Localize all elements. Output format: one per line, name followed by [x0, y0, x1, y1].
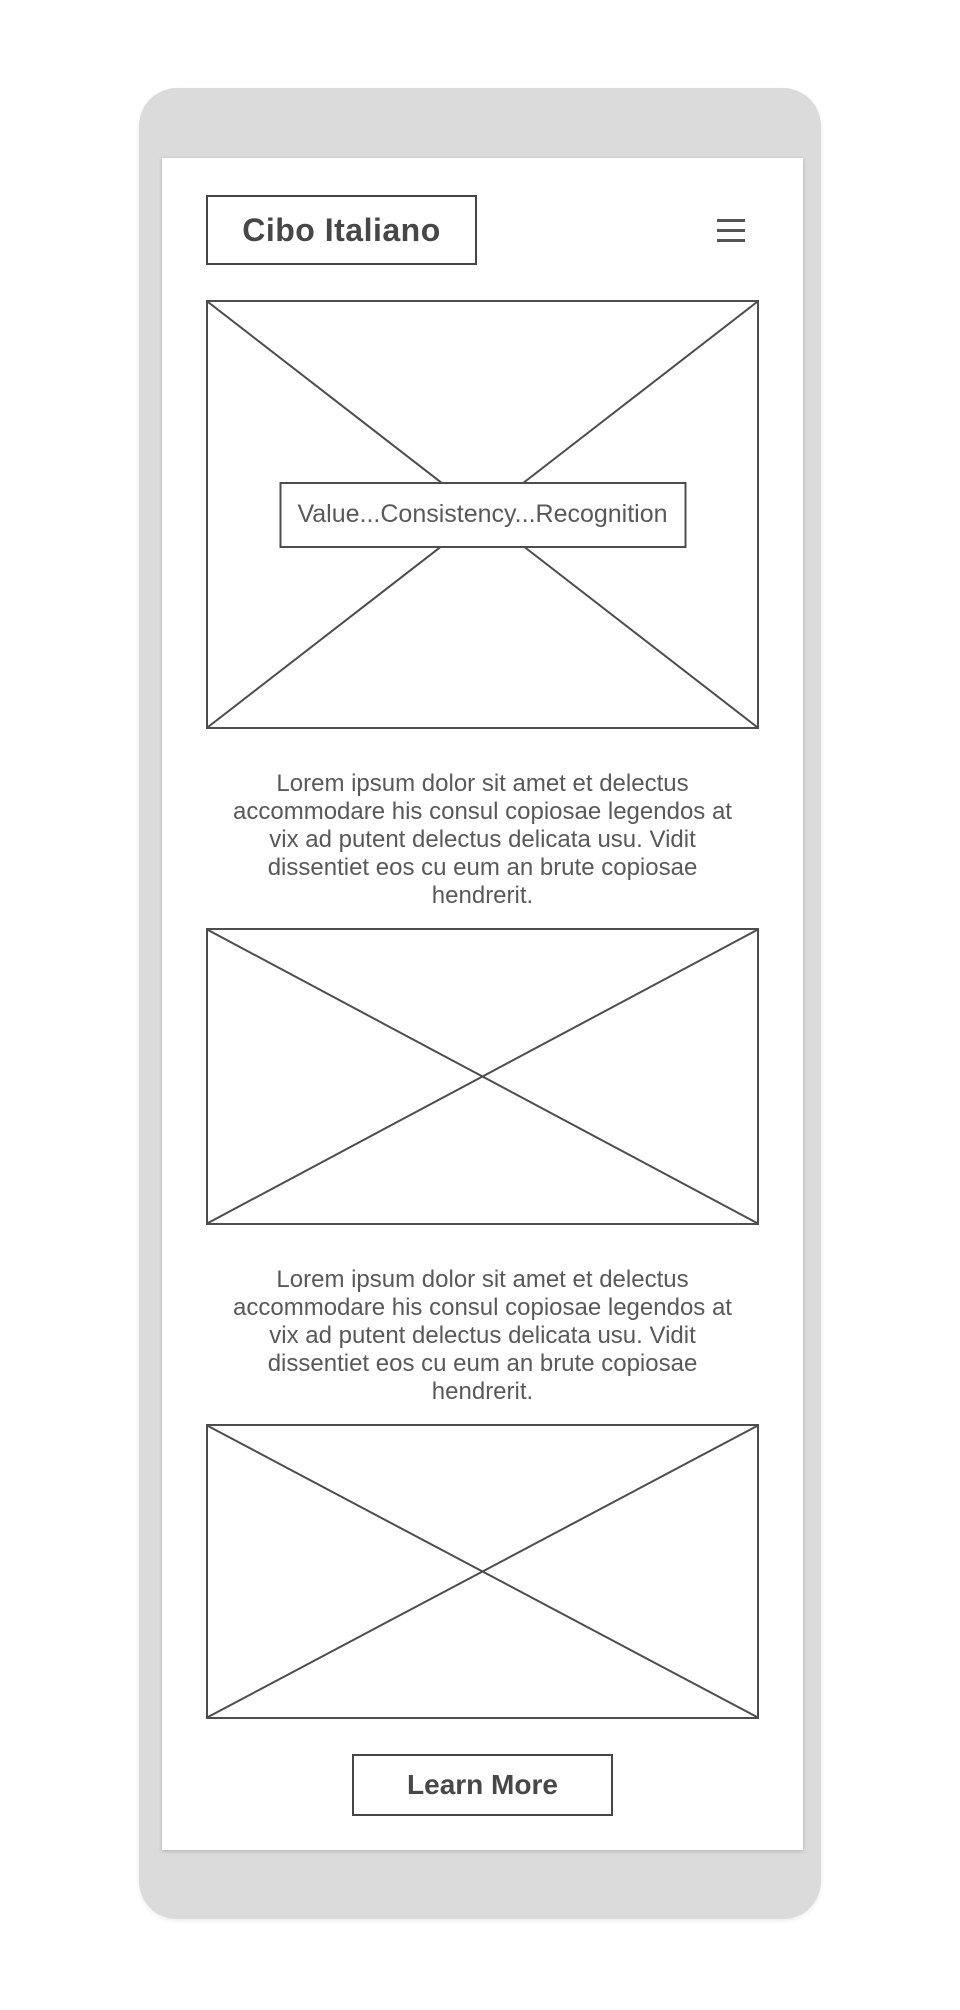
hero-overlay-box: [279, 482, 686, 548]
hamburger-bar: [717, 219, 745, 222]
phone-screen: [162, 158, 803, 1850]
hamburger-bar: [717, 229, 745, 232]
hero-overlay-text: Value...Consistency...Recognition: [297, 500, 668, 528]
phone-frame: [139, 88, 821, 1919]
paragraph-1: Lorem ipsum dolor sit amet et delectus accommodare his consul copiosae legendos at vix ad putent delectus delicata usu. Vidit dissentiet eos cu eum an brute copiosae hendrerit.: [233, 770, 732, 909]
image-placeholder-2: [206, 928, 759, 1225]
paragraph-2: Lorem ipsum dolor sit amet et delectus accommodare his consul copiosae legendos at vix ad putent delectus delicata usu. Vidit dissentiet eos cu eum an brute copiosae hendrerit.: [233, 1266, 732, 1405]
header: [206, 195, 759, 265]
logo-box[interactable]: [206, 195, 477, 265]
image-x-icon: [208, 930, 757, 1223]
hamburger-bar: [717, 239, 745, 242]
image-x-icon: [208, 1426, 757, 1717]
hero-image-placeholder: [206, 300, 759, 729]
hamburger-menu-icon[interactable]: [717, 219, 745, 242]
learn-more-button[interactable]: Learn More: [352, 1754, 613, 1816]
logo-text: Cibo Italiano: [242, 211, 441, 248]
image-placeholder-3: [206, 1424, 759, 1719]
